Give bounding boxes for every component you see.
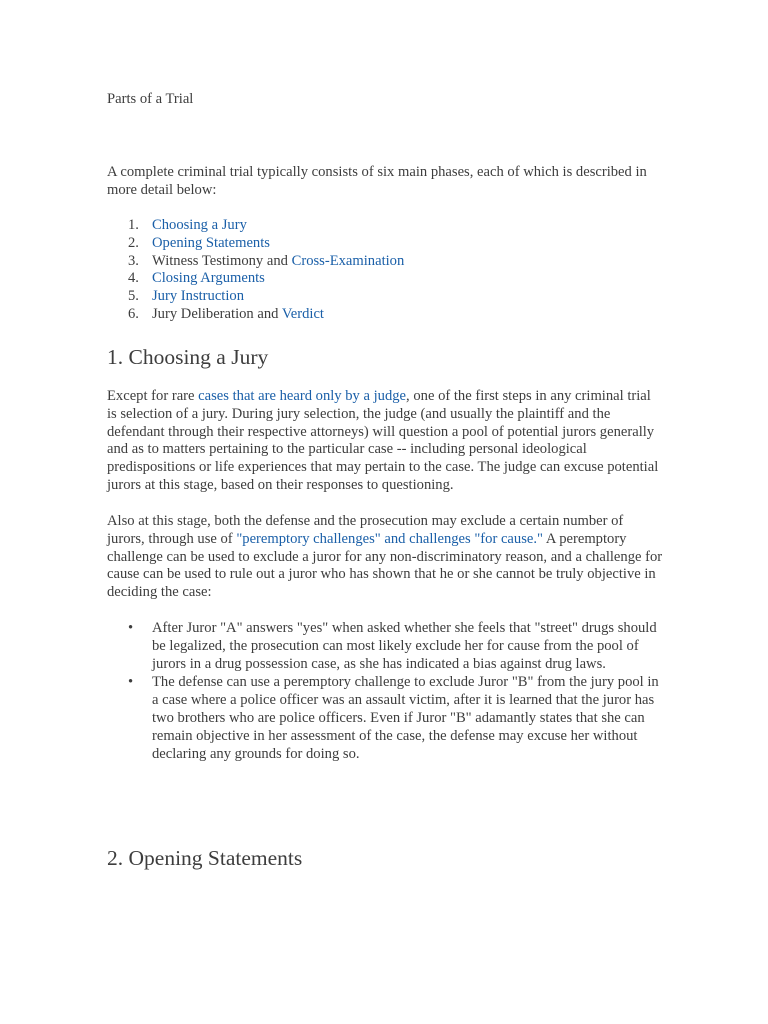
toc-link-jury-instruction[interactable]: Jury Instruction xyxy=(152,288,245,305)
bullet-icon: • xyxy=(128,674,134,691)
toc-item-choosing-a-jury xyxy=(107,217,404,235)
toc-item-opening-statements xyxy=(107,235,404,253)
table-of-contents xyxy=(107,217,404,324)
bullet-icon: • xyxy=(128,620,134,636)
paragraph-text: A peremptory challenge can be used to exclude a juror for any non-discriminatory reason, and a challenge for cause can be used to rule out a juror who has shown that he or she cannot be truly objective in deciding the case: xyxy=(107,530,663,601)
toc-item-jury-instruction xyxy=(107,288,404,306)
paragraph-text: Except for rare xyxy=(107,388,199,404)
intro-paragraph: A complete criminal trial typically consists of six main phases, each of which is described in more detail below: xyxy=(107,164,647,198)
toc-link-choosing-a-jury[interactable]: Choosing a Jury xyxy=(152,217,247,233)
toc-number: 2. xyxy=(128,234,139,251)
toc-number: 6. xyxy=(128,305,139,322)
toc-number: 4. xyxy=(128,270,139,287)
toc-link-closing-arguments[interactable]: Closing Arguments xyxy=(152,270,265,287)
toc-item-witness-testimony xyxy=(107,253,404,271)
choosing-jury-paragraph-1 xyxy=(107,388,663,495)
toc-item-jury-deliberation xyxy=(107,306,404,324)
bullet-item-juror-b xyxy=(107,674,667,763)
paragraph-text: , one of the first steps in any criminal trial is selection of a jury. During jury selection, the judge (and usually the plaintiff and the defendant through their respective attorneys) will question a pool of potential jurors generally and as to matters pertaining to the particular case -- including personal ideological predispositions or life experiences that may pertain to the case. The judge can excuse potential jurors at this stage, based on their responses to questioning. xyxy=(107,388,659,493)
paragraph-text: Also at this stage, both the defense and the prosecution may exclude a certain number of jurors, through use of xyxy=(107,513,624,547)
toc-text: Jury Deliberation and xyxy=(152,305,282,322)
choosing-jury-paragraph-2 xyxy=(107,513,663,602)
bullet-item-juror-a xyxy=(107,620,667,673)
toc-number: 3. xyxy=(128,252,139,269)
toc-link-opening-statements[interactable]: Opening Statements xyxy=(152,234,270,251)
link-cases-heard-by-judge[interactable]: cases that are heard only by a judge xyxy=(198,388,407,404)
toc-link-verdict[interactable]: Verdict xyxy=(281,305,324,322)
section-heading-opening-statements: 2. Opening Statements xyxy=(107,846,303,870)
document-title: Parts of a Trial xyxy=(107,91,194,107)
toc-number: 1. xyxy=(128,217,139,233)
bullet-text: The defense can use a peremptory challenge to exclude Juror "B" from the jury pool in a case where a police officer was an assault victim, after it is learned that the juror has two brothers who are police officers. Even if Juror "B" adamantly states that she can remain objective in her assessment of the case, the defense may excuse her without declaring any grounds for doing so. xyxy=(152,674,659,762)
toc-number: 5. xyxy=(128,288,139,305)
bullet-text: After Juror "A" answers "yes" when asked whether she feels that "street" drugs should be legalized, the prosecution can most likely exclude her for cause from the pool of jurors in a drug possession case, as she has indicated a bias against drug laws. xyxy=(152,620,657,672)
toc-item-closing-arguments xyxy=(107,270,404,288)
toc-text: Witness Testimony and xyxy=(152,252,292,269)
example-bullet-list xyxy=(107,620,667,764)
link-peremptory-challenges[interactable]: "peremptory challenges" and challenges "for cause." xyxy=(236,530,543,547)
section-heading-choosing-a-jury: 1. Choosing a Jury xyxy=(107,345,269,369)
toc-link-cross-examination[interactable]: Cross-Examination xyxy=(291,252,405,269)
